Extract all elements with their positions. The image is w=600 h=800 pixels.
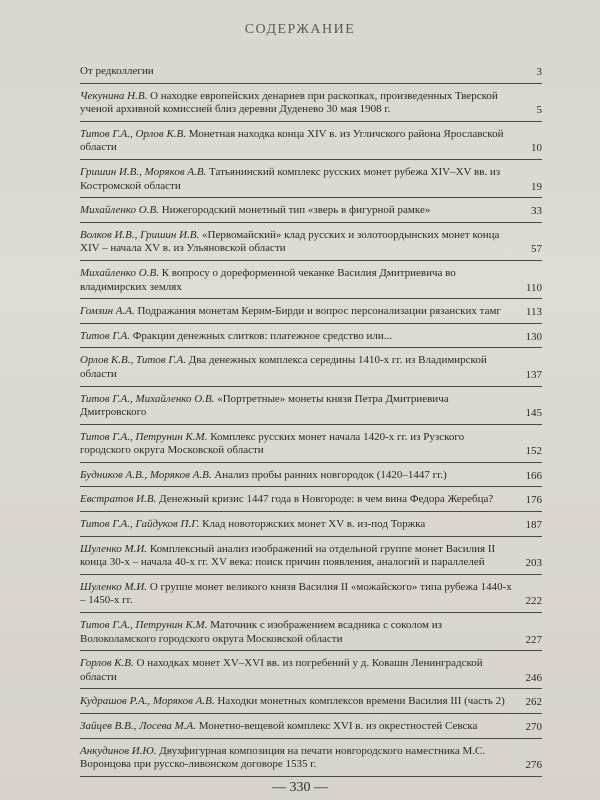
toc-entry-author: Гомзин А.А. — [80, 305, 135, 318]
toc-entry-page-number: 145 — [525, 407, 542, 420]
toc-entry-author: Михайленко О.В. — [80, 204, 159, 217]
toc-entry-page-number: 110 — [525, 281, 542, 294]
toc-entry — [80, 65, 542, 84]
toc-entry — [80, 166, 542, 198]
toc-entry-page-number: 19 — [531, 180, 542, 193]
toc-entry — [80, 128, 542, 160]
toc-entry-title: Фракции денежных слитков: платежное средство или... — [132, 329, 392, 342]
toc-entry-page-number: 3 — [536, 66, 542, 78]
toc-entry-author: Шуленко М.И. — [80, 580, 148, 593]
toc-entry-author: Орлов К.В., Титов Г.А. — [80, 354, 186, 367]
toc-entry-author: Гришин И.В., Моряков А.В. — [80, 165, 207, 178]
toc-entry-page-number: 270 — [525, 721, 542, 733]
toc-entry-title: Комплекс русских монет начала 1420-х гг. из Рузского городского округа Московской области — [80, 430, 465, 457]
toc-entry-page-number: 203 — [525, 557, 542, 570]
toc-entry-page-number: 227 — [525, 633, 542, 646]
toc-entry-title: Монетно-вещевой комплекс XVI в. из окрестностей Севска — [198, 720, 478, 732]
toc-entry-title: Маточник с изображением всадника с соколом из Волоколамского городского округа Московской области — [80, 619, 442, 645]
toc-entry — [80, 431, 542, 463]
toc-entry-title: «Портретные» монеты князя Петра Дмитриевича Дмитровского — [80, 392, 449, 419]
toc-entry-title: О группе монет великого князя Василия II «можайского» типа рубежа 1440-х – 1450-х гг. — [80, 580, 512, 607]
toc-entry — [80, 354, 542, 386]
toc-entry-page-number: 152 — [525, 445, 542, 458]
toc-entry — [80, 657, 542, 689]
toc-entry-page-number: 113 — [525, 306, 542, 319]
toc-entry — [80, 581, 542, 613]
toc-entry-author: Будников А.В., Моряков А.В. — [80, 468, 212, 481]
toc-entry — [80, 543, 542, 575]
toc-entry-title: Анализ пробы ранних новгородок (1420–1447 гг.) — [214, 468, 447, 481]
toc-entry-page-number: 166 — [525, 469, 542, 482]
toc-entry-author: Горлов К.В. — [80, 657, 134, 670]
toc-entry-author: Титов Г.А. — [80, 329, 130, 342]
toc-entry — [80, 393, 542, 425]
toc-entry — [80, 695, 542, 714]
toc-entry-title: Двухфигурная композиция на печати новгородского наместника М.С. Воронцова при русско-ливонском договоре 1535 г. — [80, 744, 486, 771]
toc-entry-author: Михайленко О.В. — [80, 266, 159, 279]
toc-entry-page-number: 5 — [536, 104, 542, 117]
toc-entry-author: Евстратов И.В. — [80, 493, 157, 506]
toc-entry-author: Титов Г.А., Гайдуков П.Г. — [80, 518, 200, 531]
toc-entry-author: Анкудинов И.Ю. — [80, 744, 157, 757]
toc-entry-title: Монетная находка конца XIV в. из Угличского района Ярославской области — [80, 127, 504, 154]
toc-entry — [80, 90, 542, 122]
toc-entry — [80, 469, 542, 488]
toc-entry-page-number: 222 — [525, 595, 542, 608]
toc-entry — [80, 204, 542, 223]
page-title: СОДЕРЖАНИЕ — [244, 22, 356, 37]
toc-entry-page-number: 276 — [525, 759, 542, 772]
toc-entry-title: Татьянинский комплекс русских монет рубежа XIV–XV вв. из Костромской области — [80, 165, 501, 192]
toc-entry — [80, 518, 542, 537]
toc-entry — [80, 745, 542, 777]
toc-entry-title: К вопросу о дореформенной чеканке Василия Дмитриевича во владимирских землях — [80, 266, 456, 293]
toc-entry-title: Два денежных комплекса середины 1410-х гг. из Владимирской области — [80, 354, 487, 380]
toc-entry-author: Зайцев В.В., Лосева М.А. — [80, 720, 196, 732]
toc-entry — [80, 229, 542, 261]
toc-entry-title: Клад новоторжских монет XV в. из-под Торжка — [202, 518, 426, 531]
toc-entry — [80, 267, 542, 299]
toc-entry-author: Титов Г.А., Петрунин К.М. — [80, 619, 208, 632]
toc-entry-page-number: 262 — [525, 696, 542, 709]
toc-entry — [80, 305, 542, 324]
toc-entry — [80, 493, 542, 512]
toc-entry-page-number: 57 — [531, 243, 542, 256]
toc-entry-page-number: 176 — [525, 494, 542, 507]
toc-entry-page-number: 130 — [525, 330, 542, 343]
toc-entry-author: Кудрашов Р.А., Моряков А.В. — [80, 695, 215, 708]
toc-entry-page-number: 10 — [531, 142, 542, 155]
toc-entry-page-number: 246 — [525, 671, 542, 684]
toc-entry-author: Титов Г.А., Орлов К.В. — [80, 127, 186, 140]
toc-entry-title: Находки монетных комплексов времени Василия III (часть 2) — [217, 695, 505, 708]
toc-entry-author: Волков И.В., Гришин И.В. — [80, 228, 200, 241]
toc-entry-title: Нижегородский монетный тип «зверь в фигурной рамке» — [161, 204, 431, 217]
toc-entry-author: Шуленко М.И. — [80, 542, 148, 555]
toc-entry-page-number: 33 — [531, 205, 542, 218]
toc-entry-page-number: 137 — [525, 368, 542, 381]
toc-entry-title: Денежный кризис 1447 года в Новгороде: в чем вина Федора Жеребца? — [159, 493, 494, 506]
page-number: — 330 — — [272, 780, 328, 795]
toc-entry-author: Титов Г.А., Петрунин К.М. — [80, 430, 208, 443]
toc-entry-title: Комплексный анализ изображений на отдельной группе монет Василия II конца 30-х – начала 40-х гг. XV века: поиск причин появления, аналогий и параллелей — [80, 542, 496, 569]
toc-entry-title: Подражания монетам Керим-Бирди и вопрос персонализации рязанских тамг — [137, 305, 501, 318]
toc-entry-title: О находке европейских денариев при раскопках, произведенных Тверской ученой архивной комиссией близ деревни Дуденево 30 мая 1908 г. — [80, 89, 498, 116]
toc-entry-page-number: 187 — [525, 519, 542, 532]
toc-entry — [80, 330, 542, 349]
toc-entry-title: От редколлегии — [80, 65, 154, 77]
toc-entry-author: Титов Г.А., Михайленко О.В. — [80, 392, 215, 405]
toc-entry — [80, 720, 542, 739]
table-of-contents — [80, 65, 542, 783]
toc-entry-title: «Первомайский» клад русских и золотоордынских монет конца XIV – начала XV в. из Ульяновской области — [80, 228, 500, 255]
toc-entry — [80, 619, 542, 651]
toc-entry-title: О находках монет XV–XVI вв. из погребений у д. Ковашн Ленинградской области — [80, 657, 483, 683]
toc-entry-author: Чекунина Н.В. — [80, 89, 148, 102]
